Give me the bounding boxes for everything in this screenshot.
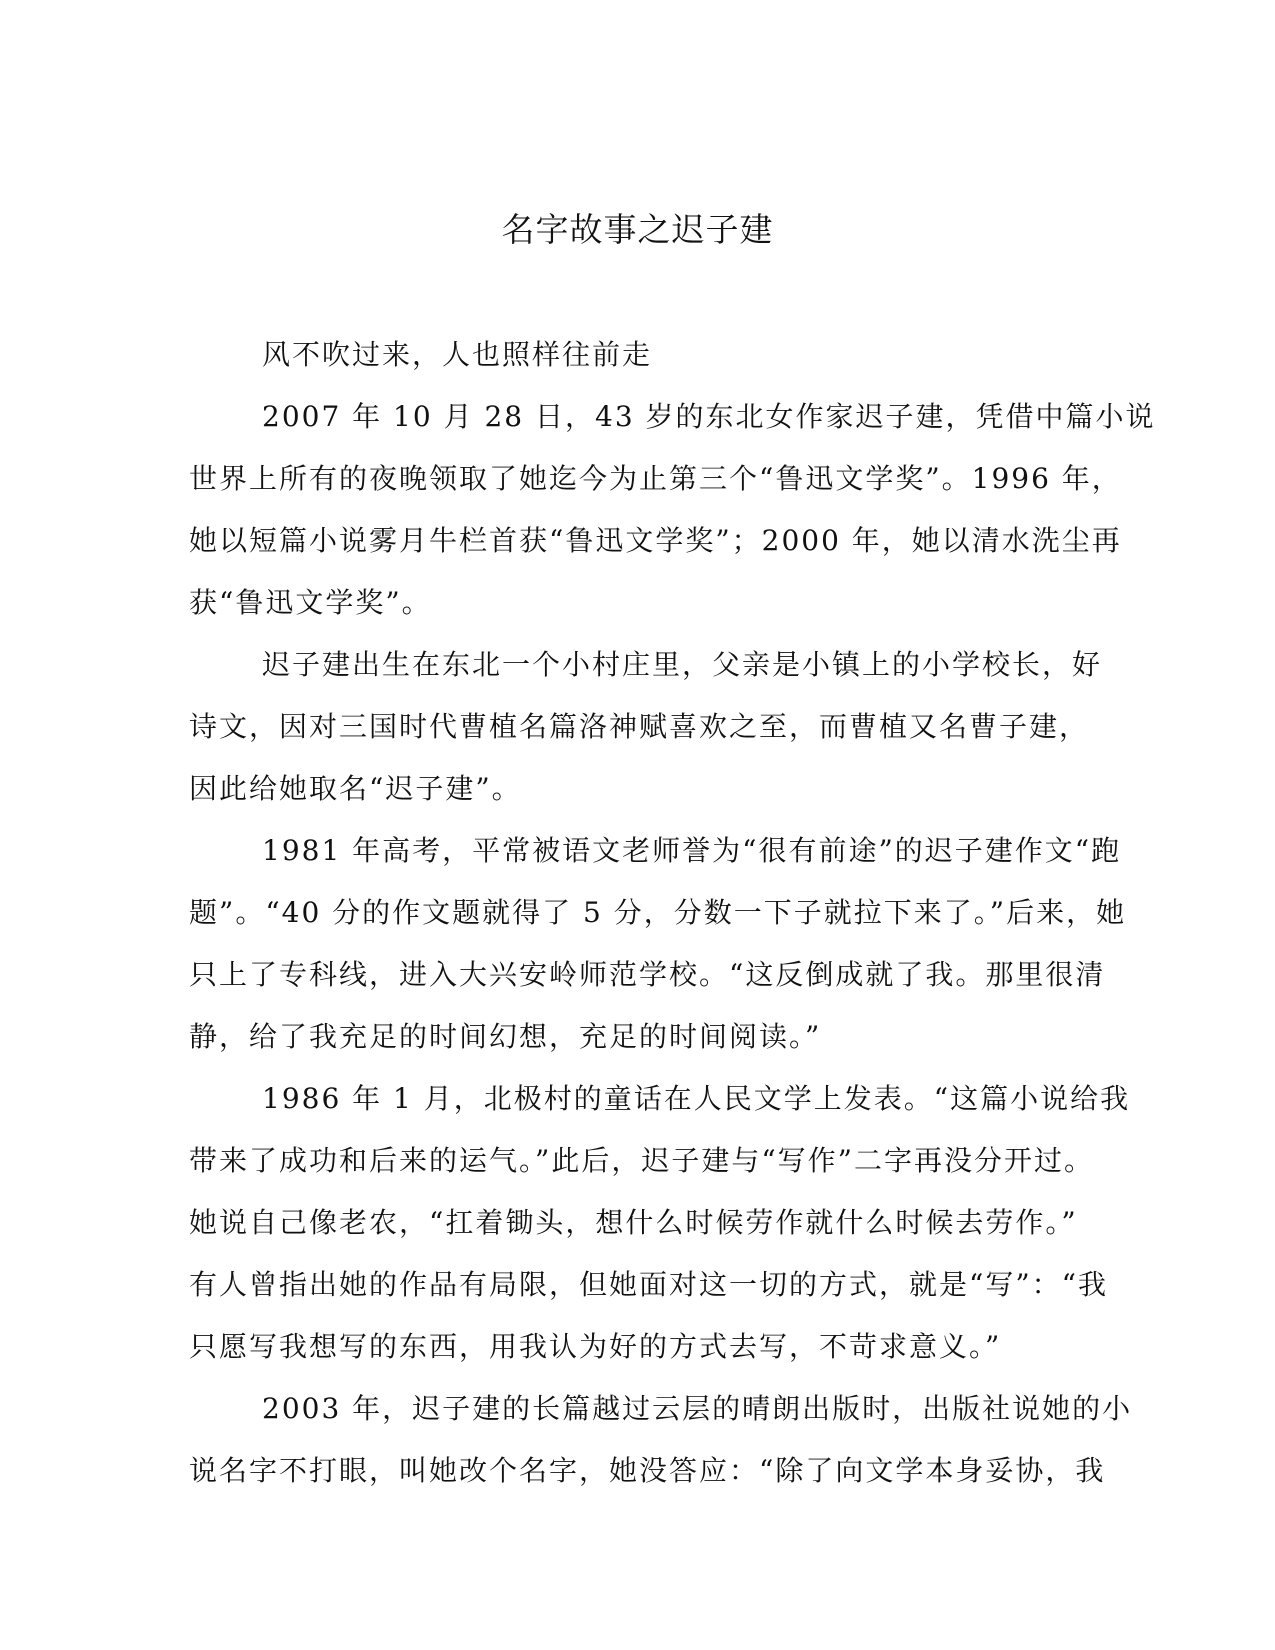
body-line: 有人曾指出她的作品有局限，但她面对这一切的方式，就是“写”：“我 xyxy=(189,1268,1108,1301)
body-line: 1981 年高考，平常被语文老师誉为“很有前途”的迟子建作文“跑 xyxy=(262,834,1122,867)
body-line: 2007 年 10 月 28 日，43 岁的东北女作家迟子建，凭借中篇小说 xyxy=(262,400,1156,433)
document-body xyxy=(189,324,1156,1502)
body-line: 因此给她取名“迟子建”。 xyxy=(189,772,522,805)
body-line: 迟子建出生在东北一个小村庄里，父亲是小镇上的小学校长，好 xyxy=(262,648,1103,681)
body-line: 1986 年 1 月，北极村的童话在人民文学上发表。“这篇小说给我 xyxy=(262,1082,1131,1115)
body-line: 她以短篇小说雾月牛栏首获“鲁迅文学奖”；2000 年，她以清水洗尘再 xyxy=(189,524,1122,557)
body-line: 静，给了我充足的时间幻想，充足的时间阅读。” xyxy=(189,1020,822,1053)
body-line: 她说自己像老农，“扛着锄头，想什么时候劳作就什么时候去劳作。” xyxy=(189,1206,1078,1239)
body-line: 说名字不打眼，叫她改个名字，她没答应：“除了向文学本身妥协，我 xyxy=(189,1454,1106,1487)
body-line: 2003 年，迟子建的长篇越过云层的晴朗出版时，出版社说她的小 xyxy=(262,1392,1133,1425)
body-line: 只上了专科线，进入大兴安岭师范学校。“这反倒成就了我。那里很清 xyxy=(189,958,1106,991)
body-line: 只愿写我想写的东西，用我认为好的方式去写，不苛求意义。” xyxy=(189,1330,1002,1363)
body-line: 题”。“40 分的作文题就得了 5 分，分数一下子就拉下来了。”后来，她 xyxy=(189,896,1127,929)
body-line: 世界上所有的夜晚领取了她迄今为止第三个“鲁迅文学奖”。1996 年， xyxy=(189,462,1122,495)
body-line: 带来了成功和后来的运气。”此后，迟子建与“写作”二字再没分开过。 xyxy=(189,1144,1094,1177)
body-line: 诗文，因对三国时代曹植名篇洛神赋喜欢之至，而曹植又名曹子建， xyxy=(189,710,1090,743)
body-line: 风不吹过来，人也照样往前走 xyxy=(262,338,653,371)
document-title: 名字故事之迟子建 xyxy=(501,210,774,249)
body-line: 获“鲁迅文学奖”。 xyxy=(189,586,432,619)
